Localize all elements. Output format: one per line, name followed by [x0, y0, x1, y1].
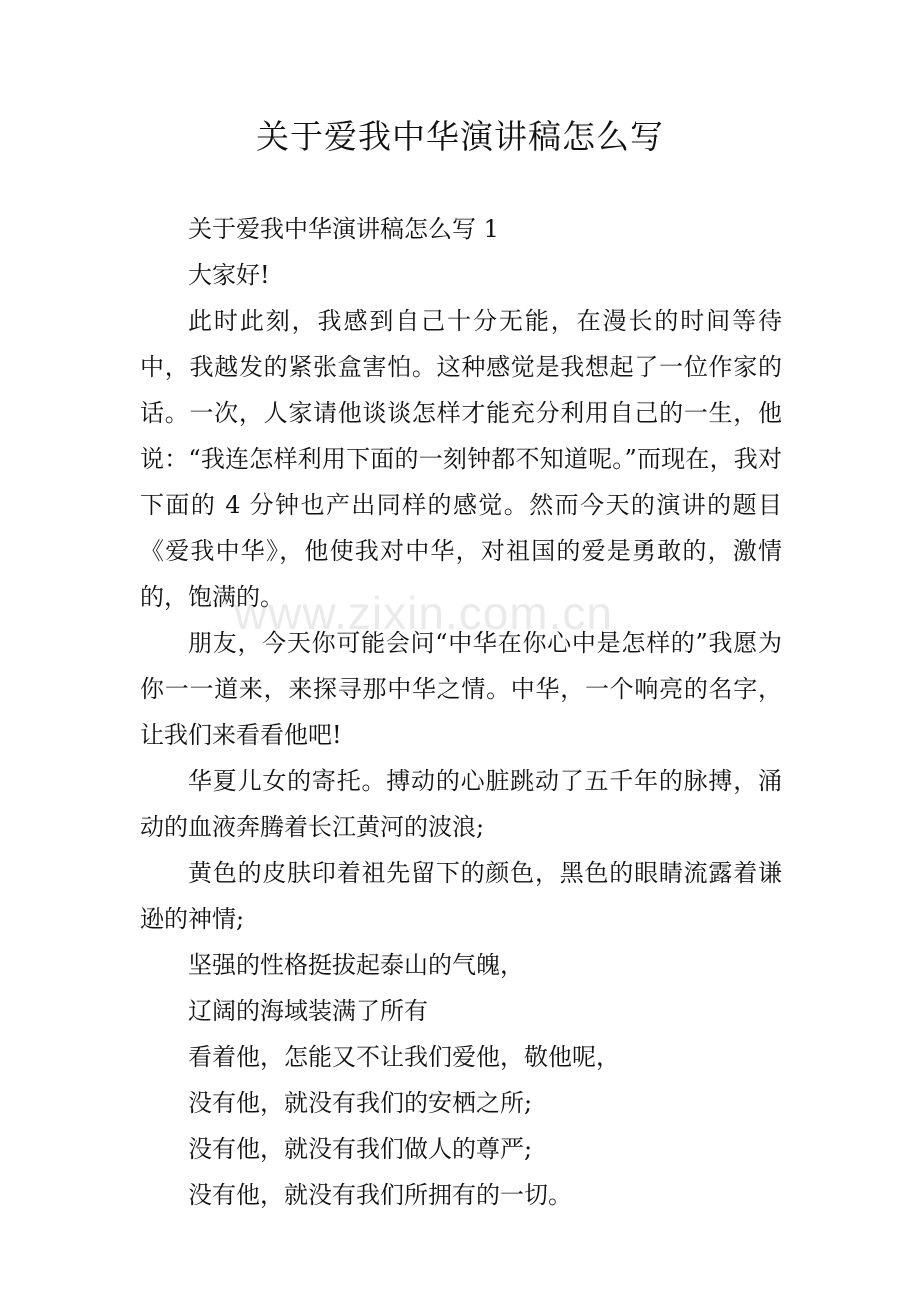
- document-title: 关于爱我中华演讲稿怎么写: [256, 117, 664, 156]
- paragraph: 朋友，今天你可能会问“中华在你心中是怎样的”我愿为你一一道来，来探寻那中华之情。中华，一个响亮的名字，让我们来看看他吧!: [140, 629, 782, 749]
- paragraph: 华夏儿女的寄托。搏动的心脏跳动了五千年的脉搏，涌动的血液奔腾着长江黄河的波浪;: [140, 767, 782, 841]
- paragraph: 坚强的性格挺拔起泰山的气魄，: [188, 951, 524, 979]
- document-body: [140, 206, 782, 1218]
- paragraph: 没有他，就没有我们所拥有的一切。: [188, 1181, 572, 1209]
- paragraph-heading: 关于爱我中华演讲稿怎么写 1: [188, 215, 499, 243]
- paragraph: 黄色的皮肤印着祖先留下的颜色，黑色的眼睛流露着谦逊的神情;: [140, 859, 782, 933]
- paragraph: 辽阔的海域装满了所有: [188, 997, 428, 1025]
- paragraph: 没有他，就没有我们的安栖之所;: [188, 1089, 533, 1117]
- watermark: www.zixin.com.cn: [234, 587, 613, 639]
- paragraph: 此时此刻，我感到自己十分无能，在漫长的时间等待中，我越发的紧张盒害怕。这种感觉是我想起了一位作家的话。一次，人家请他谈谈怎样才能充分利用自己的一生，他说：“我连怎样利用下面的一刻钟都不知道呢。”而现在，我对下面的 4 分钟也产出同样的感觉。然而今天的演讲的题目《爱我中华》，他使我对中华，对祖国的爱是勇敢的，激情的，饱满的。: [140, 307, 782, 611]
- paragraph: 看着他，怎能又不让我们爱他，敬他呢，: [188, 1043, 620, 1071]
- paragraph-greeting: 大家好!: [188, 261, 270, 289]
- paragraph: 没有他，就没有我们做人的尊严;: [188, 1135, 533, 1163]
